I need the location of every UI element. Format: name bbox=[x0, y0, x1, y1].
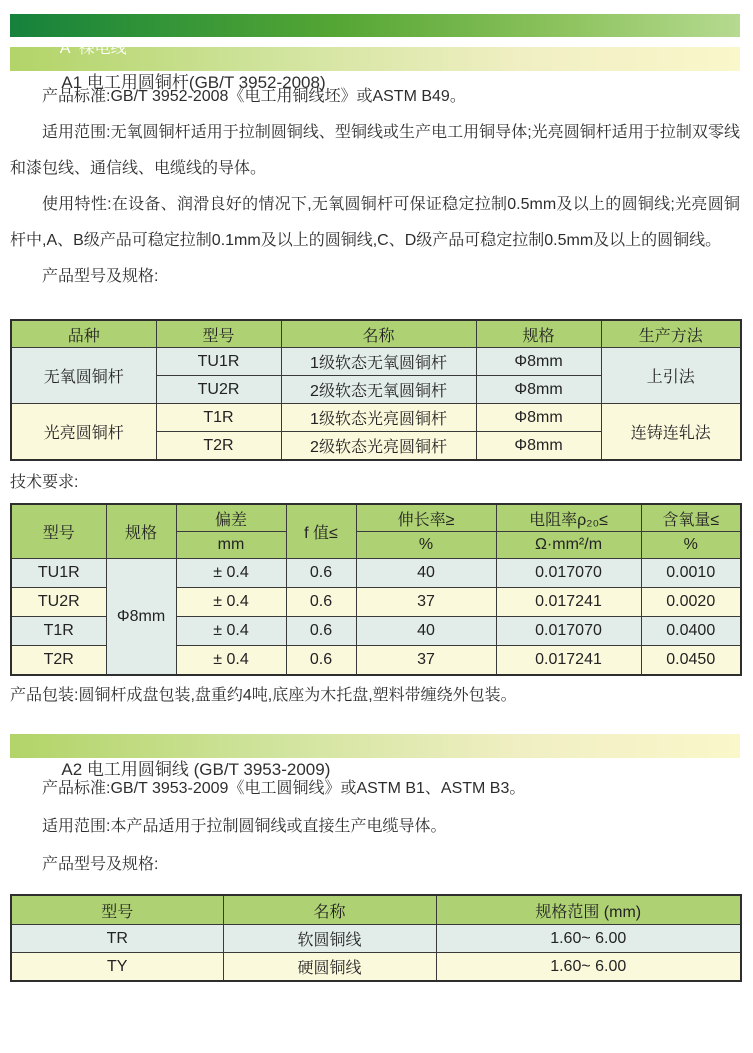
cell-name: 1级软态光亮圆铜杆 bbox=[281, 404, 476, 432]
cell-oxygen: 0.0020 bbox=[641, 588, 741, 617]
cell-model: TR bbox=[11, 925, 223, 953]
cell-spec: Φ8mm bbox=[476, 376, 601, 404]
cell-deviation: ± 0.4 bbox=[176, 617, 286, 646]
table-row bbox=[11, 953, 741, 982]
wire-model-table bbox=[10, 894, 742, 982]
paragraph-usage-characteristics: 使用特性:在设备、润滑良好的情况下,无氧圆铜杆可保证稳定拉制0.5mm及以上的圆铜线;光亮圆铜杆中,A、B级产品可稳定拉制0.1mm及以上的圆铜线,C、D级产品可稳定拉制0.5mm及以上的圆铜线。 bbox=[10, 196, 740, 249]
cell-oxygen: 0.0400 bbox=[641, 617, 741, 646]
column-header-deviation: 偏差 bbox=[176, 504, 286, 532]
paragraph-product-standard: 产品标准:GB/T 3952-2008《电工用铜线坯》或ASTM B49。 bbox=[42, 88, 466, 105]
cell-elongation: 40 bbox=[356, 559, 496, 588]
cell-resistivity: 0.017241 bbox=[496, 588, 641, 617]
column-header-model: 型号 bbox=[11, 895, 223, 925]
cell-method: 连铸连轧法 bbox=[601, 404, 741, 461]
table-header-row bbox=[11, 895, 741, 925]
column-header-oxygen: 含氧量≤ bbox=[641, 504, 741, 532]
cell-name: 硬圆铜线 bbox=[223, 953, 436, 982]
table-header-row bbox=[11, 504, 741, 532]
cell-f-value: 0.6 bbox=[286, 588, 356, 617]
cell-oxygen: 0.0450 bbox=[641, 646, 741, 676]
cell-model: TY bbox=[11, 953, 223, 982]
table-row bbox=[11, 925, 741, 953]
cell-elongation: 40 bbox=[356, 617, 496, 646]
paragraph-packaging: 产品包装:圆铜杆成盘包装,盘重约4吨,底座为木托盘,塑料带缠绕外包装。 bbox=[10, 687, 517, 704]
cell-model: TU2R bbox=[156, 376, 281, 404]
tech-requirements-table bbox=[10, 503, 742, 676]
table-row bbox=[11, 348, 741, 376]
column-header-spec-range: 规格范围 (mm) bbox=[436, 895, 741, 925]
paragraph-model-spec-label: 产品型号及规格: bbox=[42, 268, 159, 285]
table-header-row bbox=[11, 320, 741, 348]
cell-name: 1级软态无氧圆铜杆 bbox=[281, 348, 476, 376]
column-header-category: 品种 bbox=[11, 320, 156, 348]
paragraph-application-scope-a2: 适用范围:本产品适用于拉制圆铜线或直接生产电缆导体。 bbox=[42, 818, 447, 835]
section-a2-title: A2 电工用圆铜线 (GB/T 3953-2009) bbox=[61, 760, 331, 779]
unit-elongation: % bbox=[356, 532, 496, 559]
column-header-method: 生产方法 bbox=[601, 320, 741, 348]
chapter-banner bbox=[10, 14, 740, 57]
cell-deviation: ± 0.4 bbox=[176, 646, 286, 676]
column-header-model: 型号 bbox=[11, 504, 106, 559]
cell-spec: Φ8mm bbox=[106, 559, 176, 676]
cell-resistivity: 0.017241 bbox=[496, 646, 641, 676]
cell-oxygen: 0.0010 bbox=[641, 559, 741, 588]
cell-resistivity: 0.017070 bbox=[496, 617, 641, 646]
column-header-spec: 规格 bbox=[476, 320, 601, 348]
cell-deviation: ± 0.4 bbox=[176, 559, 286, 588]
cell-elongation: 37 bbox=[356, 646, 496, 676]
column-header-spec: 规格 bbox=[106, 504, 176, 559]
cell-spec-range: 1.60~ 6.00 bbox=[436, 953, 741, 982]
cell-spec: Φ8mm bbox=[476, 404, 601, 432]
paragraph-model-spec-label-a2: 产品型号及规格: bbox=[42, 856, 159, 873]
chapter-banner-title: A 裸电线 bbox=[59, 40, 127, 57]
product-spec-table bbox=[10, 319, 742, 461]
cell-resistivity: 0.017070 bbox=[496, 559, 641, 588]
cell-model: T1R bbox=[156, 404, 281, 432]
paragraph-product-standard-a2: 产品标准:GB/T 3953-2009《电工圆铜线》或ASTM B1、ASTM B3。 bbox=[42, 780, 526, 797]
cell-elongation: 37 bbox=[356, 588, 496, 617]
unit-resistivity: Ω·mm²/m bbox=[496, 532, 641, 559]
column-header-name: 名称 bbox=[281, 320, 476, 348]
cell-f-value: 0.6 bbox=[286, 646, 356, 676]
section-a1-title: A1 电工用圆铜杆(GB/T 3952-2008) bbox=[61, 73, 326, 92]
cell-f-value: 0.6 bbox=[286, 617, 356, 646]
cell-deviation: ± 0.4 bbox=[176, 588, 286, 617]
cell-name: 2级软态无氧圆铜杆 bbox=[281, 376, 476, 404]
column-header-resistivity: 电阻率ρ₂₀≤ bbox=[496, 504, 641, 532]
paragraph-application-scope: 适用范围:无氧圆铜杆适用于拉制圆铜线、型铜线或生产电工用铜导体;光亮圆铜杆适用于拉制双零线和漆包线、通信线、电缆线的导体。 bbox=[10, 124, 740, 177]
table-row bbox=[11, 404, 741, 432]
cell-name: 2级软态光亮圆铜杆 bbox=[281, 432, 476, 461]
cell-f-value: 0.6 bbox=[286, 559, 356, 588]
cell-name: 软圆铜线 bbox=[223, 925, 436, 953]
column-header-f-value: f 值≤ bbox=[286, 504, 356, 559]
column-header-elongation: 伸长率≥ bbox=[356, 504, 496, 532]
cell-spec-range: 1.60~ 6.00 bbox=[436, 925, 741, 953]
cell-model: TU1R bbox=[156, 348, 281, 376]
cell-model: TU2R bbox=[11, 588, 106, 617]
cell-model: T2R bbox=[156, 432, 281, 461]
cell-category: 无氧圆铜杆 bbox=[11, 348, 156, 404]
cell-spec: Φ8mm bbox=[476, 348, 601, 376]
cell-model: T2R bbox=[11, 646, 106, 676]
paragraph-tech-requirements-label: 技术要求: bbox=[10, 474, 79, 491]
unit-deviation: mm bbox=[176, 532, 286, 559]
cell-method: 上引法 bbox=[601, 348, 741, 404]
cell-spec: Φ8mm bbox=[476, 432, 601, 461]
unit-oxygen: % bbox=[641, 532, 741, 559]
section-a2-header bbox=[10, 734, 740, 779]
table-row bbox=[11, 559, 741, 588]
cell-category: 光亮圆铜杆 bbox=[11, 404, 156, 461]
cell-model: T1R bbox=[11, 617, 106, 646]
column-header-name: 名称 bbox=[223, 895, 436, 925]
column-header-model: 型号 bbox=[156, 320, 281, 348]
cell-model: TU1R bbox=[11, 559, 106, 588]
